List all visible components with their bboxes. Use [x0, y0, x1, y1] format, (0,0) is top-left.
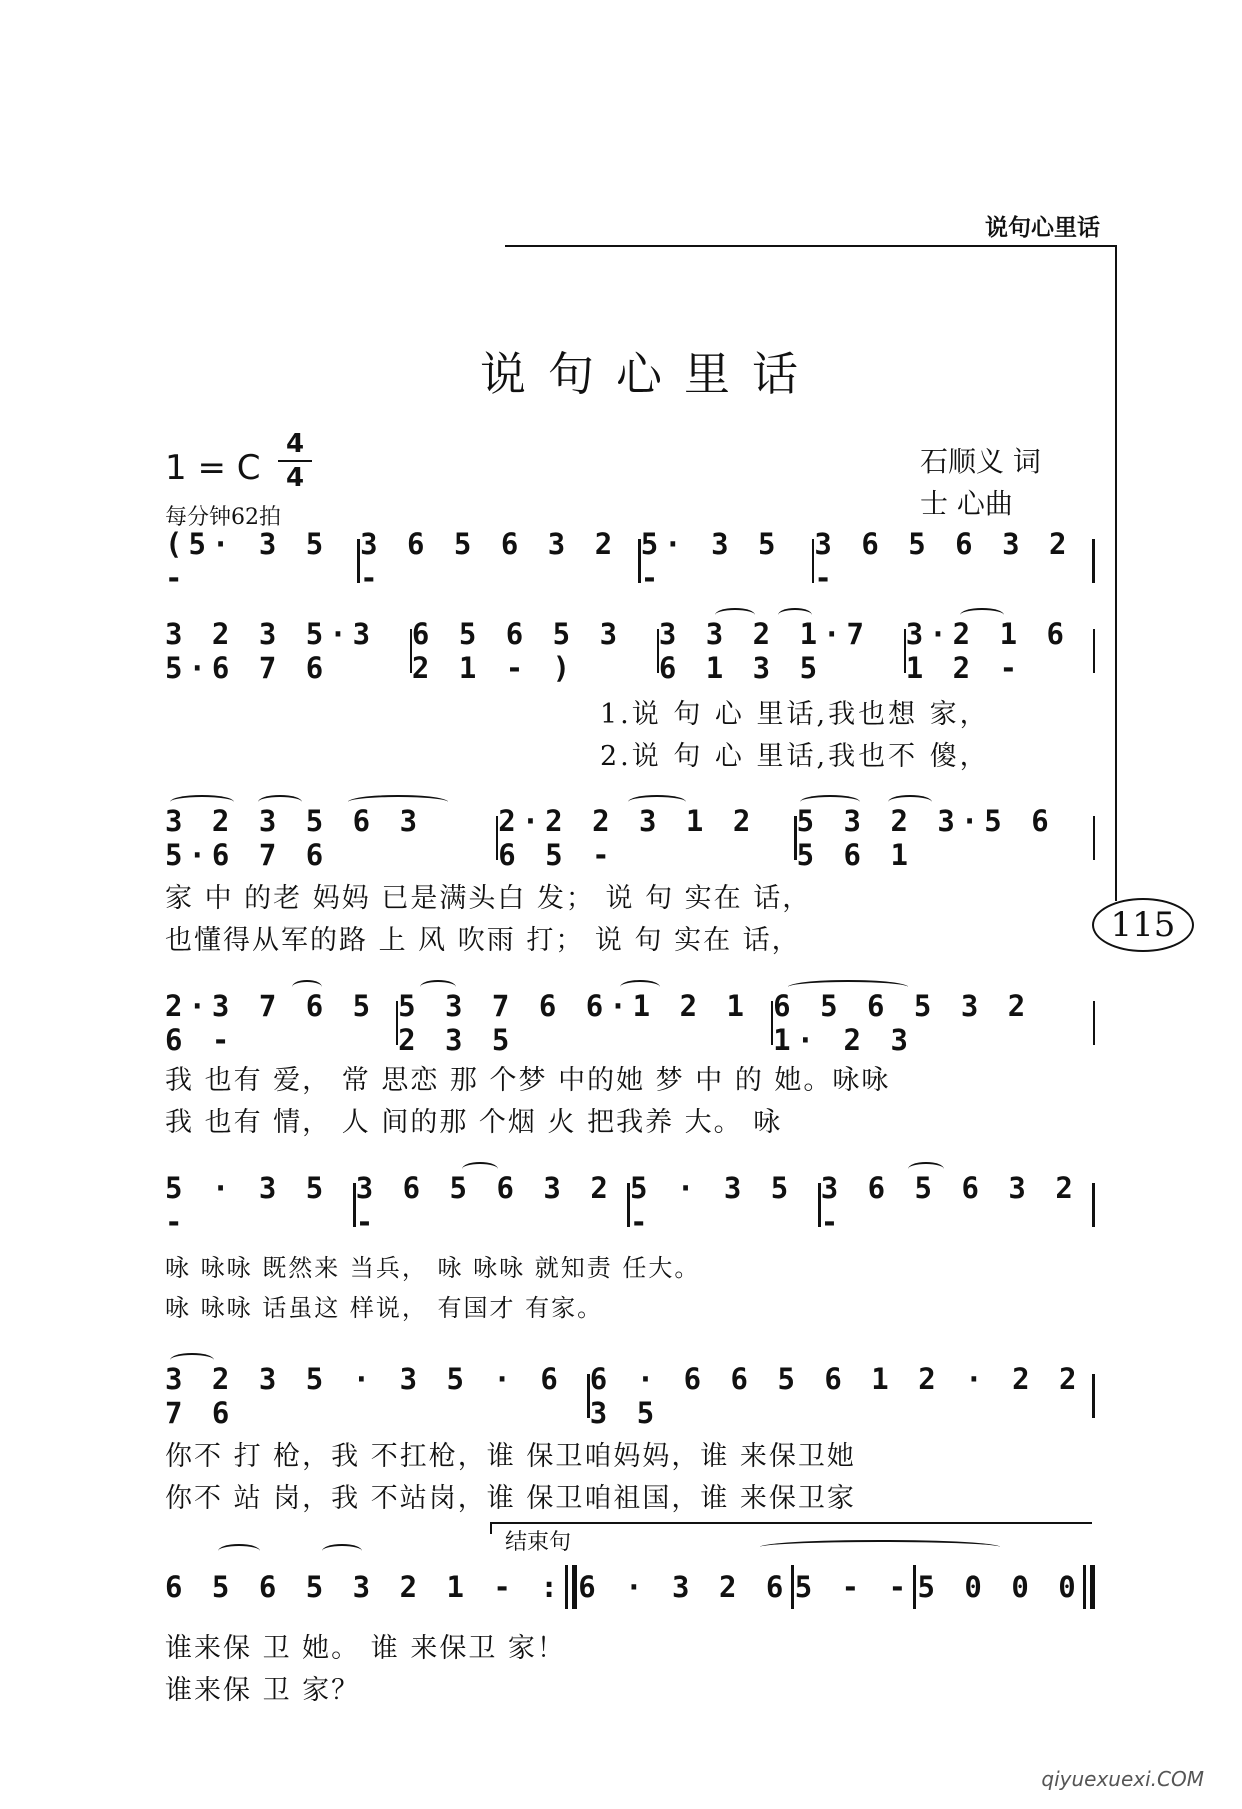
measure: 3·2 1 6 1 2 -: [905, 617, 1070, 685]
running-header: 说句心里话: [985, 215, 1100, 241]
lyric-verse-1: 1.说 句 心 里话,我也想 家，: [600, 699, 990, 730]
slur: [420, 980, 456, 994]
lyric-verse-1: 你不 打 枪，我 不扛枪，谁 保卫咱妈妈，谁 来保卫她: [165, 1441, 856, 1472]
lyric-verse-2: 你不 站 岗，我 不站岗，谁 保卫咱祖国，谁 来保卫家: [165, 1483, 856, 1514]
measure: 3 6 5 6 3 2 -: [820, 1171, 1079, 1239]
side-rule: [1115, 245, 1117, 901]
slur: [322, 1544, 362, 1558]
notation-line-5: [165, 1171, 1095, 1239]
measure: 5 - -: [794, 1570, 913, 1604]
measure: 6 5 6 5 3 2 1 - :: [165, 1570, 564, 1604]
measure: 3 2 3 5 6 3 5·6 7 6: [165, 804, 424, 872]
measure: 3 6 5 6 3 2 -: [355, 1171, 614, 1239]
barline: [1092, 539, 1095, 583]
slur: [778, 608, 812, 622]
time-signature-bottom: 4: [285, 463, 305, 493]
barline: [1092, 1183, 1095, 1227]
notation-line-1: [165, 527, 1095, 595]
watermark: qiyuexuexi.COM: [1041, 1767, 1204, 1791]
barline: [1093, 816, 1095, 860]
measure: 5 3 7 6 6·1 2 1 2 3 5: [398, 989, 750, 1057]
slur: [628, 795, 686, 809]
slur: [258, 795, 302, 809]
measure: 3 6 5 6 3 2 -: [814, 527, 1073, 595]
measure: 6 · 6 6 5 6 1 2 · 2 2 3 5: [589, 1362, 1083, 1430]
measure: 2·3 7 6 5 6 -: [165, 989, 377, 1057]
header-rule: [505, 245, 1117, 247]
ending-label: 结束句: [505, 1530, 572, 1555]
slur: [170, 795, 234, 809]
slur: [960, 608, 1004, 622]
measure: 5 3 2 3·5 6 5 6 1: [796, 804, 1055, 872]
lyric-verse-1: 家 中 的老 妈妈 已是满头白 发； 说 句 实在 话，: [165, 883, 812, 914]
repeat-barline: [565, 1565, 577, 1609]
slur: [800, 795, 860, 809]
measure: 5 0 0 0: [917, 1570, 1082, 1604]
slur: [218, 1544, 260, 1558]
barline: [1093, 1001, 1095, 1045]
notation-line-7: [165, 1564, 1095, 1610]
lyricist-credit: 石顺义 词: [920, 445, 1041, 478]
barline: [791, 1565, 794, 1609]
final-barline: [1083, 1565, 1095, 1609]
measure: 5 · 3 5 -: [630, 1171, 795, 1239]
measure: 3 2 3 5·3 5·6 7 6: [165, 617, 377, 685]
slur: [462, 1162, 498, 1176]
measure: 6 · 3 2 6: [578, 1570, 790, 1604]
slur: [888, 795, 932, 809]
measure: 6 5 6 5 3 2 1· 2 3: [773, 989, 1032, 1057]
lyric-verse-2: 咏 咏咏 话虽这 样说， 有国才 有家。: [165, 1294, 604, 1322]
barline: [1093, 629, 1095, 673]
lyric-verse-2: 2.说 句 心 里话,我也不 傻，: [600, 741, 990, 772]
measure: 3 6 5 6 3 2 -: [360, 527, 619, 595]
slur: [788, 980, 908, 994]
tempo-marking: 每分钟62拍: [165, 505, 281, 530]
song-title: 说句心里话: [480, 347, 820, 401]
slur: [170, 1353, 214, 1367]
slur: [908, 1162, 944, 1176]
composer-credit: 士 心曲: [920, 487, 1013, 520]
measure: 3 3 2 1·7 6 1 3 5: [658, 617, 870, 685]
measure: 5 · 3 5 -: [165, 1171, 330, 1239]
barline: [1092, 1374, 1095, 1418]
slur: [715, 608, 755, 622]
barline: [913, 1565, 916, 1609]
lyric-verse-1: 咏 咏咏 既然来 当兵， 咏 咏咏 就知责 任大。: [165, 1254, 701, 1282]
slur: [760, 1540, 1000, 1554]
slur: [292, 980, 322, 994]
key-signature: 1 = C: [165, 448, 261, 488]
notation-line-6: [165, 1362, 1095, 1430]
notation-line-4: [165, 989, 1095, 1057]
measure: (5· 3 5 -: [165, 527, 330, 595]
lyric-verse-1: 谁来保 卫 她。 谁 来保卫 家！: [165, 1633, 566, 1664]
notation-line-2: [165, 617, 1095, 685]
slur: [620, 980, 660, 994]
lyric-verse-2: 也懂得从军的路 上 风 吹雨 打； 说 句 实在 话，: [165, 925, 801, 956]
measure: 3 2 3 5 · 3 5 · 6 7 6: [165, 1362, 564, 1430]
page-number: 115: [1092, 898, 1194, 952]
time-signature-bar: [278, 460, 312, 462]
lyric-verse-2: 我 也有 情， 人 间的那 个烟 火 把我养 大。 咏: [165, 1107, 783, 1138]
time-signature-top: 4: [285, 429, 305, 459]
time-signature: [278, 430, 312, 492]
measure: 2·2 2 3 1 2 6 5 -: [498, 804, 757, 872]
measure: 5· 3 5 -: [640, 527, 782, 595]
slur: [348, 795, 448, 809]
measure: 6 5 6 5 3 2 1 - ): [411, 617, 624, 685]
ending-bracket: [490, 1522, 1092, 1534]
lyric-verse-2: 谁来保 卫 家？: [165, 1675, 361, 1706]
notation-line-3: [165, 804, 1095, 872]
lyric-verse-1: 我 也有 爱， 常 思恋 那 个梦 中的她 梦 中 的 她。咏咏: [165, 1065, 891, 1096]
